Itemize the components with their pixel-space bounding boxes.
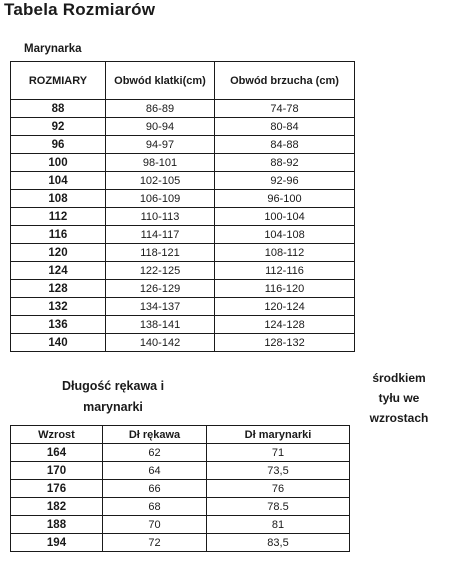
- table-row: [11, 190, 355, 208]
- size-cell: 108: [11, 190, 106, 208]
- value-cell: 100-104: [215, 208, 355, 226]
- value-cell: 74-78: [215, 100, 355, 118]
- table-row: [11, 136, 355, 154]
- value-cell: 126-129: [106, 280, 215, 298]
- value-cell: 88-92: [215, 154, 355, 172]
- table-row: [11, 280, 355, 298]
- value-cell: 114-117: [106, 226, 215, 244]
- value-cell: 84-88: [215, 136, 355, 154]
- table-row: [11, 498, 350, 516]
- table-row: [11, 208, 355, 226]
- value-cell: 128-132: [215, 334, 355, 352]
- table-row: [11, 462, 350, 480]
- table-row: [11, 316, 355, 334]
- table-row: [11, 244, 355, 262]
- table-row: [11, 172, 355, 190]
- value-cell: 122-125: [106, 262, 215, 280]
- jacket-size-table: [10, 61, 355, 352]
- value-cell: 70: [103, 516, 207, 534]
- table-row: [11, 534, 350, 552]
- size-cell: 188: [11, 516, 103, 534]
- size-cell: 170: [11, 462, 103, 480]
- size-cell: 132: [11, 298, 106, 316]
- value-cell: 98-101: [106, 154, 215, 172]
- table-row: [11, 480, 350, 498]
- header-size: ROZMIARY: [11, 62, 106, 100]
- size-cell: 164: [11, 444, 103, 462]
- value-cell: 76: [207, 480, 350, 498]
- size-cell: 92: [11, 118, 106, 136]
- table-row: [11, 226, 355, 244]
- value-cell: 92-96: [215, 172, 355, 190]
- value-cell: 81: [207, 516, 350, 534]
- value-cell: 120-124: [215, 298, 355, 316]
- value-cell: 73,5: [207, 462, 350, 480]
- header-waist: Obwód brzucha (cm): [215, 62, 355, 100]
- header-chest: Obwód klatki(cm): [106, 62, 215, 100]
- size-cell: 104: [11, 172, 106, 190]
- table-row: [11, 444, 350, 462]
- header-height: Wzrost: [11, 426, 103, 444]
- header-sleeve: Dł rękawa: [103, 426, 207, 444]
- size-cell: 124: [11, 262, 106, 280]
- value-cell: 66: [103, 480, 207, 498]
- side-note: środkiem tyłu we wzrostach: [369, 371, 429, 425]
- size-cell: 100: [11, 154, 106, 172]
- value-cell: 110-113: [106, 208, 215, 226]
- value-cell: 72: [103, 534, 207, 552]
- value-cell: 68: [103, 498, 207, 516]
- value-cell: 62: [103, 444, 207, 462]
- size-cell: 176: [11, 480, 103, 498]
- size-cell: 116: [11, 226, 106, 244]
- value-cell: 71: [207, 444, 350, 462]
- table-row: [11, 118, 355, 136]
- table-header-row: [11, 426, 350, 444]
- table-row: [11, 154, 355, 172]
- length-section-caption: Długość rękawa i marynarki: [61, 379, 165, 414]
- value-cell: 83,5: [207, 534, 350, 552]
- size-cell: 128: [11, 280, 106, 298]
- value-cell: 140-142: [106, 334, 215, 352]
- value-cell: 134-137: [106, 298, 215, 316]
- table-row: [11, 262, 355, 280]
- table-row: [11, 334, 355, 352]
- value-cell: 96-100: [215, 190, 355, 208]
- value-cell: 106-109: [106, 190, 215, 208]
- table-header-row: [11, 62, 355, 100]
- value-cell: 112-116: [215, 262, 355, 280]
- value-cell: 104-108: [215, 226, 355, 244]
- value-cell: 138-141: [106, 316, 215, 334]
- table-row: [11, 298, 355, 316]
- value-cell: 86-89: [106, 100, 215, 118]
- value-cell: 124-128: [215, 316, 355, 334]
- size-cell: 182: [11, 498, 103, 516]
- length-table: [10, 425, 350, 552]
- value-cell: 90-94: [106, 118, 215, 136]
- value-cell: 102-105: [106, 172, 215, 190]
- size-cell: 140: [11, 334, 106, 352]
- size-cell: 88: [11, 100, 106, 118]
- table-row: [11, 516, 350, 534]
- header-jacket-length: Dł marynarki: [207, 426, 350, 444]
- size-cell: 112: [11, 208, 106, 226]
- value-cell: 64: [103, 462, 207, 480]
- size-cell: 120: [11, 244, 106, 262]
- table-row: [11, 100, 355, 118]
- value-cell: 94-97: [106, 136, 215, 154]
- value-cell: 116-120: [215, 280, 355, 298]
- size-cell: 194: [11, 534, 103, 552]
- jacket-table-caption: Marynarka: [24, 43, 82, 55]
- value-cell: 108-112: [215, 244, 355, 262]
- page-title: Tabela Rozmiarów: [4, 0, 156, 19]
- value-cell: 80-84: [215, 118, 355, 136]
- value-cell: 118-121: [106, 244, 215, 262]
- size-cell: 96: [11, 136, 106, 154]
- size-cell: 136: [11, 316, 106, 334]
- value-cell: 78.5: [207, 498, 350, 516]
